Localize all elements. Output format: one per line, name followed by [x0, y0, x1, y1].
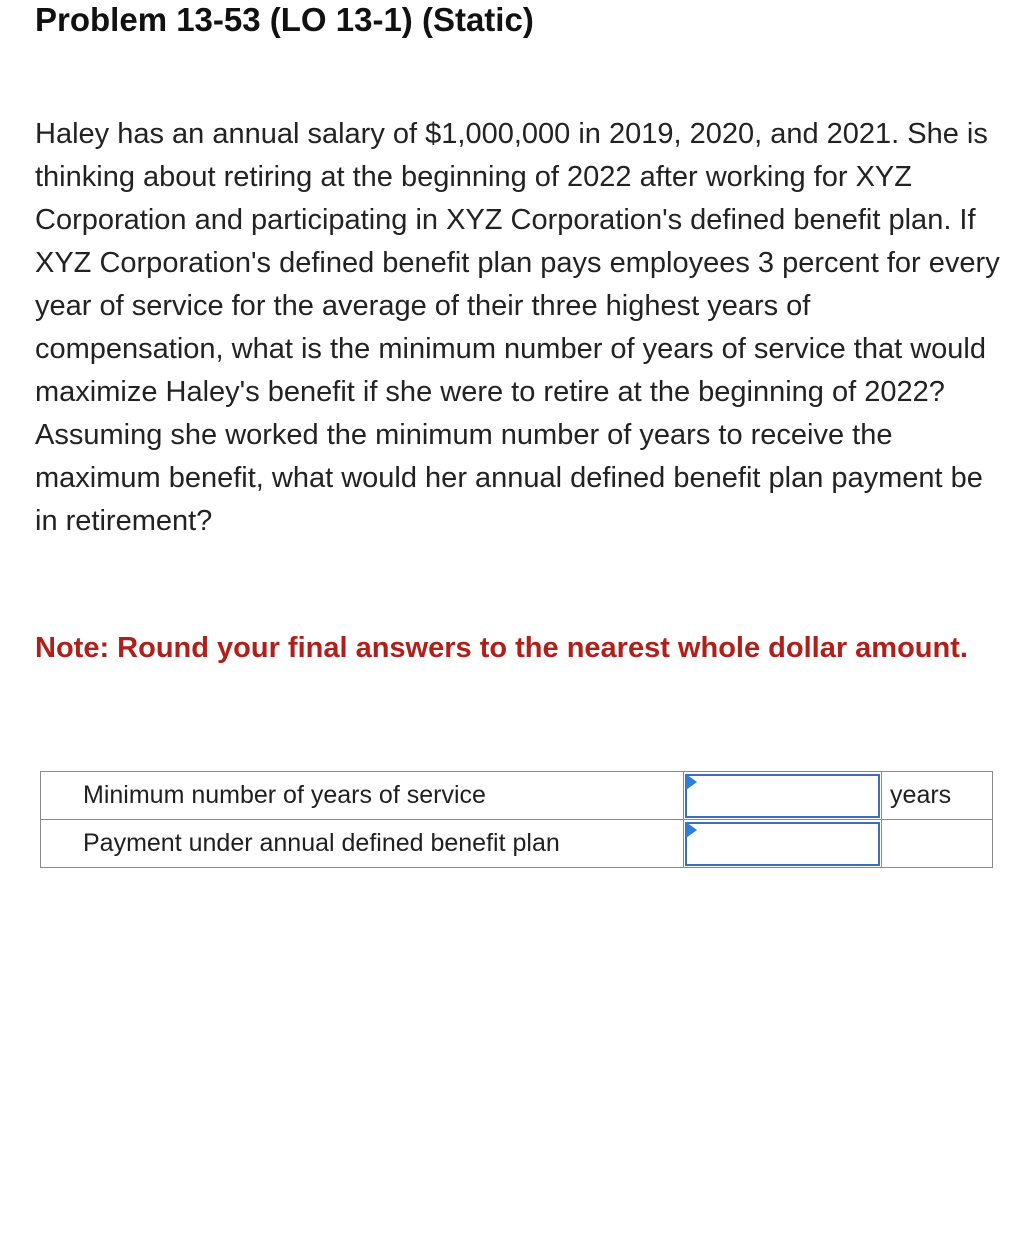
annual-payment-input[interactable]	[685, 822, 880, 866]
table-row	[41, 772, 993, 820]
row-label-years-of-service: Minimum number of years of service	[41, 772, 684, 820]
problem-title: Problem 13-53 (LO 13-1) (Static)	[35, 1, 534, 38]
answer-table	[40, 771, 993, 868]
table-row	[41, 820, 993, 868]
unit-cell-empty	[882, 820, 993, 868]
question-text: Haley has an annual salary of $1,000,000 in 2019, 2020, and 2021. She is thinking about retiring at the beginning of 2022 after working for XYZ Corporation and participating in XYZ Corporation's defined benefit plan. If XYZ Corporation's defined benefit plan pays employees 3 percent for every year of service for the average of their three highest years of compensation, what is the minimum number of years of service that would maximize Haley's benefit if she were to retire at the beginning of 2022? Assuming she worked the minimum number of years to receive the maximum benefit, what would her annual defined benefit plan payment be in retirement?	[35, 118, 1000, 537]
answer-flag-icon	[686, 774, 697, 790]
input-cell	[684, 772, 882, 820]
rounding-note: Note: Round your final answers to the nearest whole dollar amount.	[35, 632, 968, 664]
years-of-service-input[interactable]	[685, 774, 880, 818]
input-cell	[684, 820, 882, 868]
unit-label-years: years	[882, 772, 993, 820]
answer-flag-icon	[686, 822, 697, 838]
row-label-annual-payment: Payment under annual defined benefit plan	[41, 820, 684, 868]
